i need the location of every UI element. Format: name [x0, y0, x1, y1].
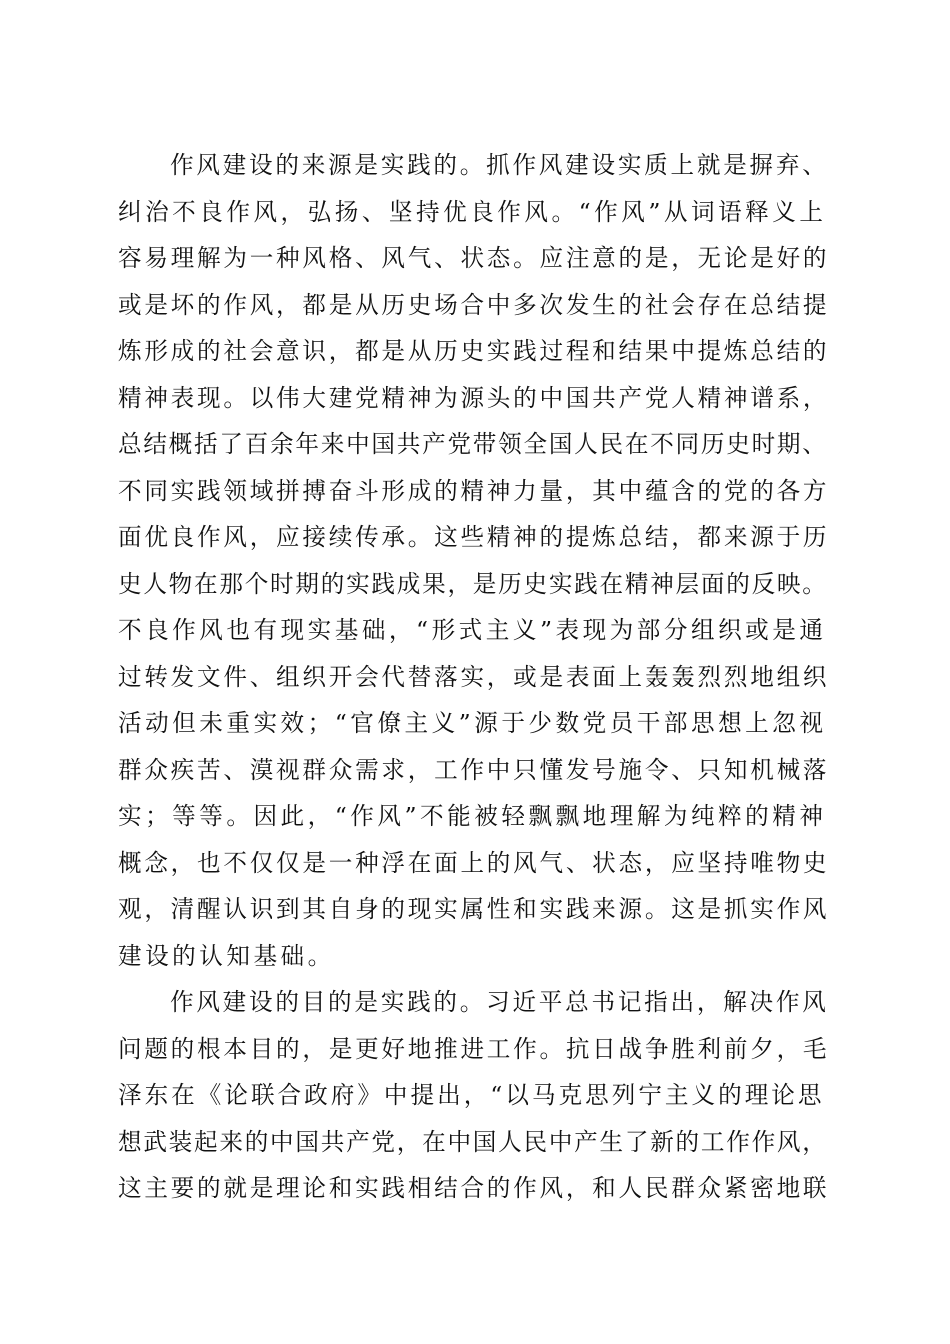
paragraph-1-line: 不同实践领域拼搏奋斗形成的精神力量，其中蕴含的党的各方 — [118, 476, 830, 505]
paragraph-1-line: 精神表现。以伟大建党精神为源头的中国共产党人精神谱系， — [118, 383, 830, 412]
paragraph-1-line: 建设的认知基础。 — [118, 941, 335, 970]
paragraph-1-line: 或是坏的作风，都是从历史场合中多次发生的社会存在总结提 — [118, 290, 830, 319]
paragraph-2-line: 作风建设的目的是实践的。习近平总书记指出，解决作风 — [170, 988, 829, 1016]
paragraph-1-line: 容易理解为一种风格、风气、状态。应注意的是，无论是好的 — [118, 244, 830, 272]
paragraph-2-line: 问题的根本目的，是更好地推进工作。抗日战争胜利前夕，毛 — [118, 1034, 830, 1063]
paragraph-1-line: 作风建设的来源是实践的。抓作风建设实质上就是摒弃、 — [170, 151, 829, 179]
paragraph-1-line: 纠治不良作风，弘扬、坚持优良作风。“作风”从词语释义上 — [118, 197, 827, 226]
paragraph-1-line: 总结概括了百余年来中国共产党带领全国人民在不同历史时期、 — [118, 430, 828, 458]
paragraph-1-line: 面优良作风，应接续传承。这些精神的提炼总结，都来源于历 — [118, 523, 830, 551]
paragraph-2-line: 泽东在《论联合政府》中提出，“以马克思列宁主义的理论思 — [118, 1081, 825, 1109]
paragraph-1-line: 不良作风也有现实基础，“形式主义”表现为部分组织或是通 — [118, 616, 827, 644]
paragraph-1-line: 观，清醒认识到其自身的现实属性和实践来源。这是抓实作风 — [118, 895, 830, 923]
paragraph-1-line: 过转发文件、组织开会代替落实，或是表面上轰轰烈烈地组织 — [118, 662, 830, 691]
paragraph-1-line: 群众疾苦、漠视群众需求，工作中只懂发号施令、只知机械落 — [118, 755, 830, 784]
paragraph-1-line: 实；等等。因此，“作风”不能被轻飘飘地理解为纯粹的精神 — [118, 802, 827, 830]
paragraph-1-line: 炼形成的社会意识，都是从历史实践过程和结果中提炼总结的 — [118, 337, 830, 365]
paragraph-2-line: 想武装起来的中国共产党，在中国人民中产生了新的工作作风， — [118, 1127, 828, 1156]
paragraph-1-line: 概念，也不仅仅是一种浮在面上的风气、状态，应坚持唯物史 — [118, 848, 830, 877]
paragraph-2-line: 这主要的就是理论和实践相结合的作风，和人民群众紧密地联 — [118, 1174, 830, 1202]
body-text — [118, 142, 830, 1212]
paragraph-1-line: 活动但未重实效；“官僚主义”源于少数党员干部思想上忽视 — [118, 709, 827, 737]
paragraph-1-line: 史人物在那个时期的实践成果，是历史实践在精神层面的反映。 — [118, 569, 828, 598]
